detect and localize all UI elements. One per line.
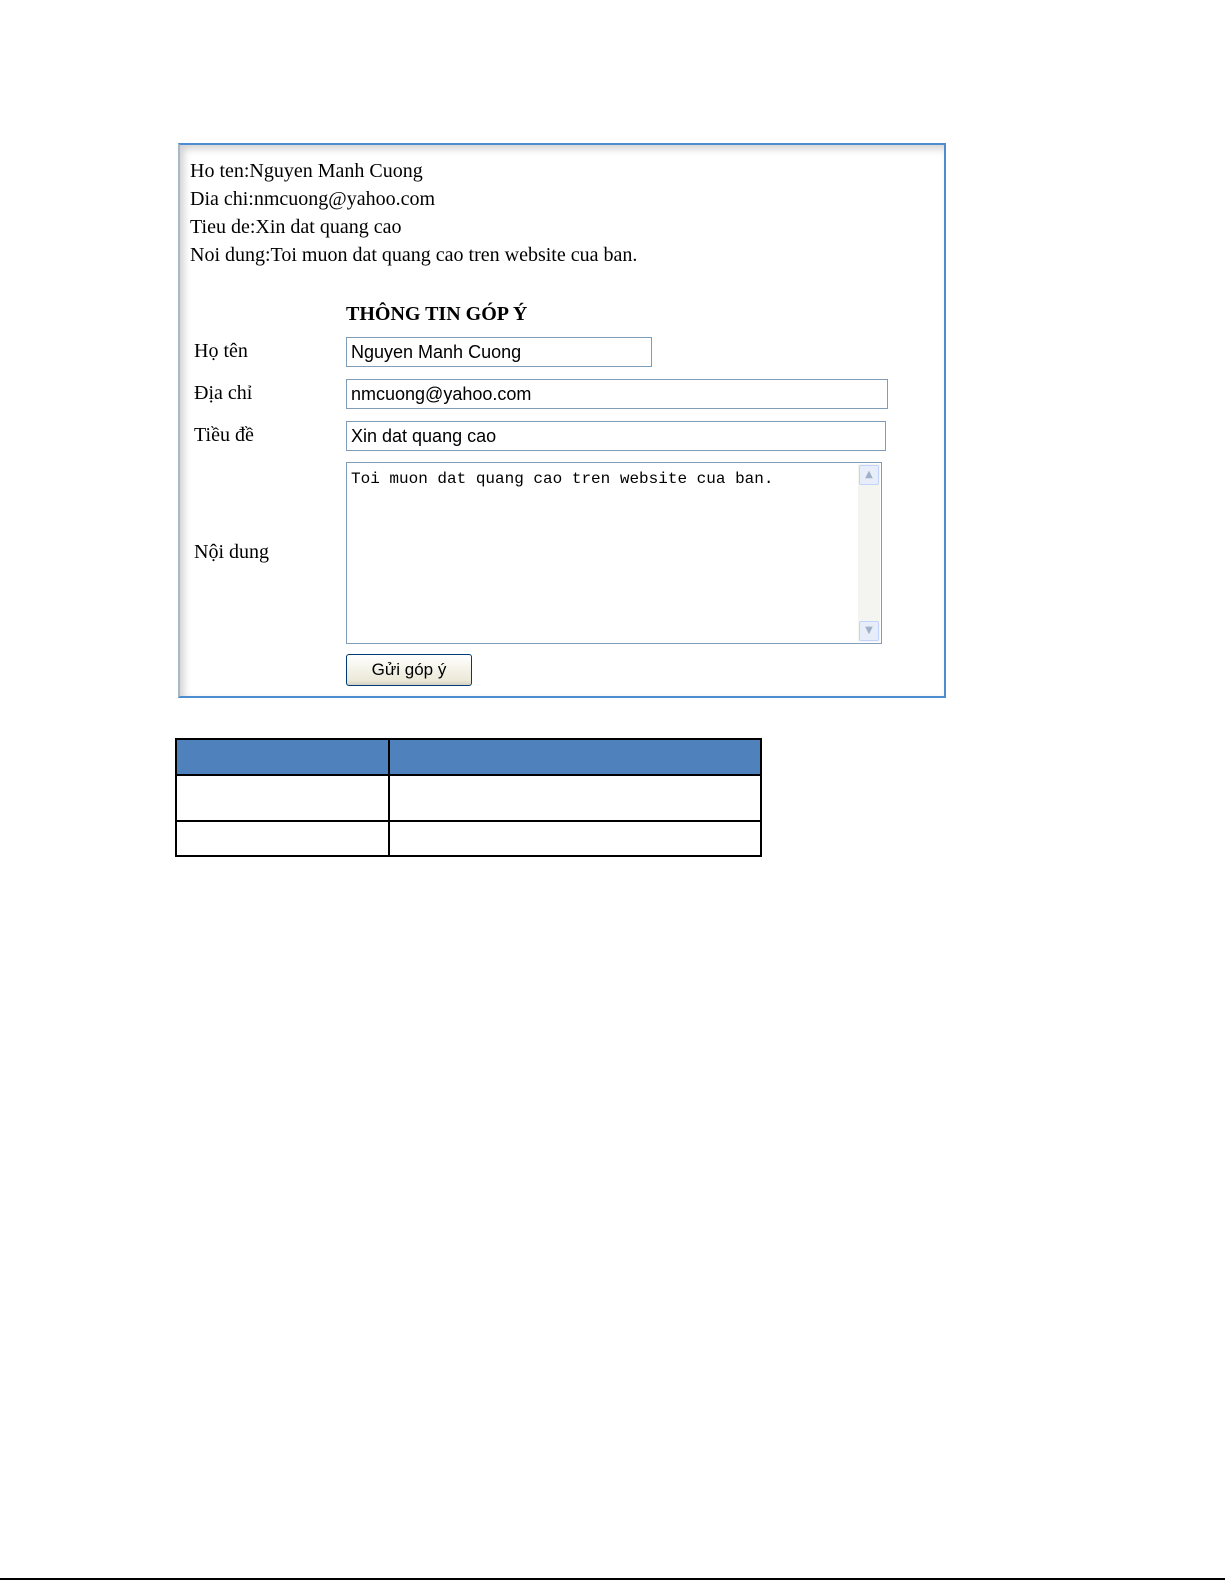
table-header-cell bbox=[389, 739, 761, 775]
table-cell bbox=[389, 775, 761, 821]
scroll-down-icon[interactable]: ▼ bbox=[859, 621, 879, 641]
empty-table bbox=[175, 738, 762, 857]
echo-line-address: Dia chi:nmcuong@yahoo.com bbox=[190, 188, 436, 210]
echo-line-content: Noi dung:Toi muon dat quang cao tren website cua ban. bbox=[190, 244, 638, 266]
content-label: Nội dung bbox=[194, 541, 269, 563]
table-header-cell bbox=[176, 739, 389, 775]
name-label: Họ tên bbox=[194, 340, 248, 362]
submit-button[interactable]: Gửi góp ý bbox=[346, 654, 472, 686]
subject-input[interactable]: Xin dat quang cao bbox=[346, 421, 886, 451]
name-input[interactable]: Nguyen Manh Cuong bbox=[346, 337, 652, 367]
page-bottom-rule bbox=[0, 1578, 1225, 1580]
table-row bbox=[176, 821, 761, 856]
address-input[interactable]: nmcuong@yahoo.com bbox=[346, 379, 888, 409]
form-title: THÔNG TIN GÓP Ý bbox=[346, 303, 528, 325]
table-row bbox=[176, 775, 761, 821]
table-header-row bbox=[176, 739, 761, 775]
echo-line-subject: Tieu de:Xin dat quang cao bbox=[190, 216, 402, 238]
content-textarea[interactable] bbox=[346, 462, 882, 644]
form-window bbox=[178, 143, 946, 698]
table-cell bbox=[389, 821, 761, 856]
submitted-echo bbox=[190, 157, 637, 269]
scroll-up-icon[interactable]: ▲ bbox=[859, 465, 879, 485]
content-text: Toi muon dat quang cao tren website cua ban. bbox=[351, 470, 774, 488]
address-label: Địa chỉ bbox=[194, 382, 253, 404]
table-cell bbox=[176, 821, 389, 856]
subject-label: Tiều đề bbox=[194, 424, 254, 446]
textarea-scrollbar[interactable] bbox=[858, 464, 880, 642]
table-cell bbox=[176, 775, 389, 821]
echo-line-name: Ho ten:Nguyen Manh Cuong bbox=[190, 160, 423, 182]
